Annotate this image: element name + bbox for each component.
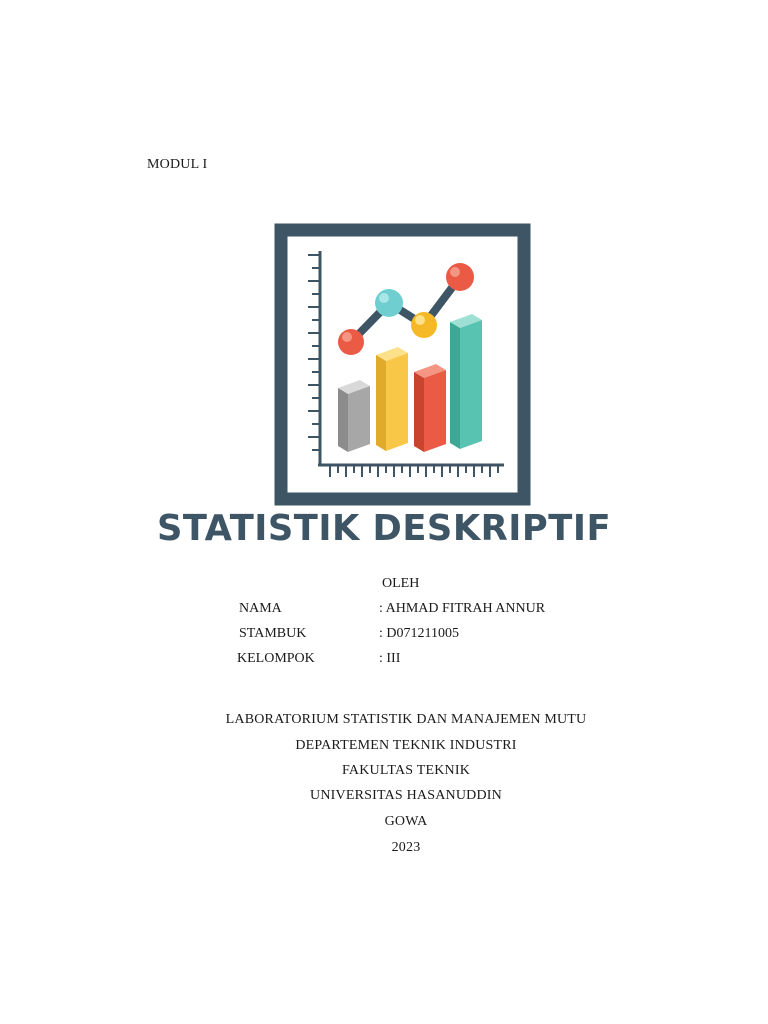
institution-line: 2023 — [391, 840, 421, 855]
institution-line: FAKULTAS TEKNIK — [341, 763, 470, 778]
cover-title: STATISTIK DESKRIPTIF — [156, 508, 612, 549]
point-2 — [375, 289, 403, 317]
info-value: : AHMAD FITRAH ANNUR — [379, 601, 546, 616]
info-row-name — [239, 601, 545, 617]
info-value: : D071211005 — [379, 626, 459, 641]
info-row-stambuk — [239, 626, 459, 642]
institution-line: GOWA — [384, 814, 428, 829]
institution-line: UNIVERSITAS HASANUDDIN — [310, 788, 502, 803]
institution-line: DEPARTEMEN TEKNIK INDUSTRI — [295, 738, 517, 753]
bar-red — [414, 364, 446, 452]
bar-yellow — [376, 347, 408, 451]
info-label: KELOMPOK — [237, 651, 315, 666]
point-4 — [446, 263, 474, 291]
info-value: : III — [379, 651, 401, 666]
by-label: OLEH — [382, 576, 420, 591]
bar-gray — [338, 380, 370, 452]
chart-illustration — [274, 223, 531, 506]
info-row-group — [237, 651, 400, 667]
module-label: MODUL I — [147, 157, 208, 172]
point-1 — [338, 329, 364, 355]
info-label: NAMA — [239, 601, 282, 616]
institution-line: LABORATORIUM STATISTIK DAN MANAJEMEN MUTU — [225, 712, 587, 727]
bar-teal — [450, 314, 482, 449]
point-3 — [411, 312, 437, 338]
info-label: STAMBUK — [239, 626, 307, 641]
